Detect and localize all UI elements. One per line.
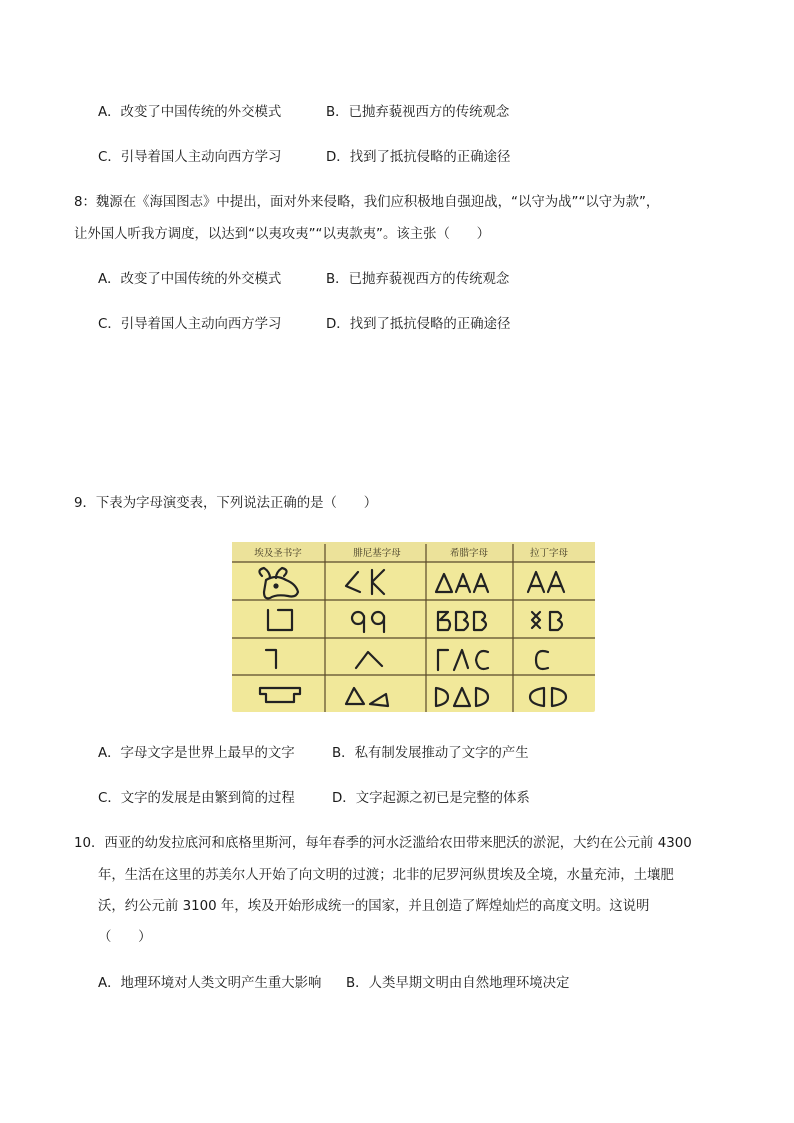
- header-latin: 拉丁字母: [529, 548, 569, 559]
- phoenician-a-glyph: [346, 570, 384, 594]
- q7-option-a: A．改变了中国传统的外交模式: [98, 105, 282, 120]
- alphabet-evolution-table: [232, 542, 595, 712]
- q8-option-a: A．改变了中国传统的外交模式: [98, 272, 282, 287]
- latin-a-glyph: [528, 572, 564, 592]
- q8-stem-line1: 8：魏源在《海国图志》中提出，面对外来侵略，我们应积极地自强迎战，“以守为战”“以守为款”，: [74, 195, 660, 210]
- greek-c-glyph: [438, 650, 488, 670]
- q10-stem-line2: 年，生活在这里的苏美尔人开始了向文明的过渡；北非的尼罗河纵贯埃及全境，水量充沛，土壤肥: [98, 868, 674, 883]
- latin-d-glyph: [530, 688, 566, 706]
- q8-stem-line2: 让外国人听我方调度，以达到“以夷攻夷”“以夷款夷”。该主张（ ）: [74, 227, 491, 242]
- house-glyph: [268, 610, 292, 630]
- phoenician-d-glyph: [346, 688, 388, 706]
- latin-b-glyph: [532, 612, 562, 630]
- q10-option-b: B．人类早期文明由自然地理环境决定: [346, 976, 570, 991]
- alphabet-table-drawing: [232, 542, 595, 712]
- corner-glyph: [266, 650, 276, 668]
- header-greek: 希腊字母: [449, 548, 489, 559]
- q9-option-b: B．私有制发展推动了文字的产生: [332, 746, 529, 761]
- q10-stem-line1: 10．西亚的幼发拉底河和底格里斯河，每年春季的河水泛滥给农田带来肥沃的淤泥，大约在公元前 4300: [74, 836, 692, 851]
- q8-option-b: B．已抛弃藐视西方的传统观念: [326, 272, 510, 287]
- greek-a-glyph: [436, 574, 488, 592]
- ox-head-glyph: [259, 568, 298, 598]
- q10-option-a: A．地理环境对人类文明产生重大影响: [98, 976, 322, 991]
- q9-option-a: A．字母文字是世界上最早的文字: [98, 746, 295, 761]
- q8-option-d: D．找到了抵抗侵略的正确途径: [326, 317, 511, 332]
- q9-stem: 9．下表为字母演变表，下列说法正确的是（ ）: [74, 496, 378, 511]
- header-egyptian: 埃及圣书字: [254, 548, 302, 559]
- phoenician-c-glyph: [356, 652, 382, 668]
- q8-option-c: C．引导着国人主动向西方学习: [98, 317, 282, 332]
- phoenician-b-glyph: [352, 612, 384, 632]
- header-phoenician: 腓尼基字母: [353, 548, 401, 559]
- q10-stem-line4: （ ）: [98, 930, 152, 945]
- q7-option-b: B．已抛弃藐视西方的传统观念: [326, 105, 510, 120]
- greek-b-glyph: [438, 612, 486, 630]
- q7-option-c: C．引导着国人主动向西方学习: [98, 150, 282, 165]
- q9-option-d: D．文字起源之初已是完整的体系: [332, 791, 530, 806]
- door-glyph: [260, 688, 300, 702]
- latin-c-glyph: [536, 651, 548, 669]
- greek-d-glyph: [436, 688, 488, 706]
- q7-option-d: D．找到了抵抗侵略的正确途径: [326, 150, 511, 165]
- q10-stem-line3: 沃，约公元前 3100 年，埃及开始形成统一的国家，并且创造了辉煌灿烂的高度文明。这说明: [98, 899, 650, 914]
- q9-option-c: C．文字的发展是由繁到简的过程: [98, 791, 295, 806]
